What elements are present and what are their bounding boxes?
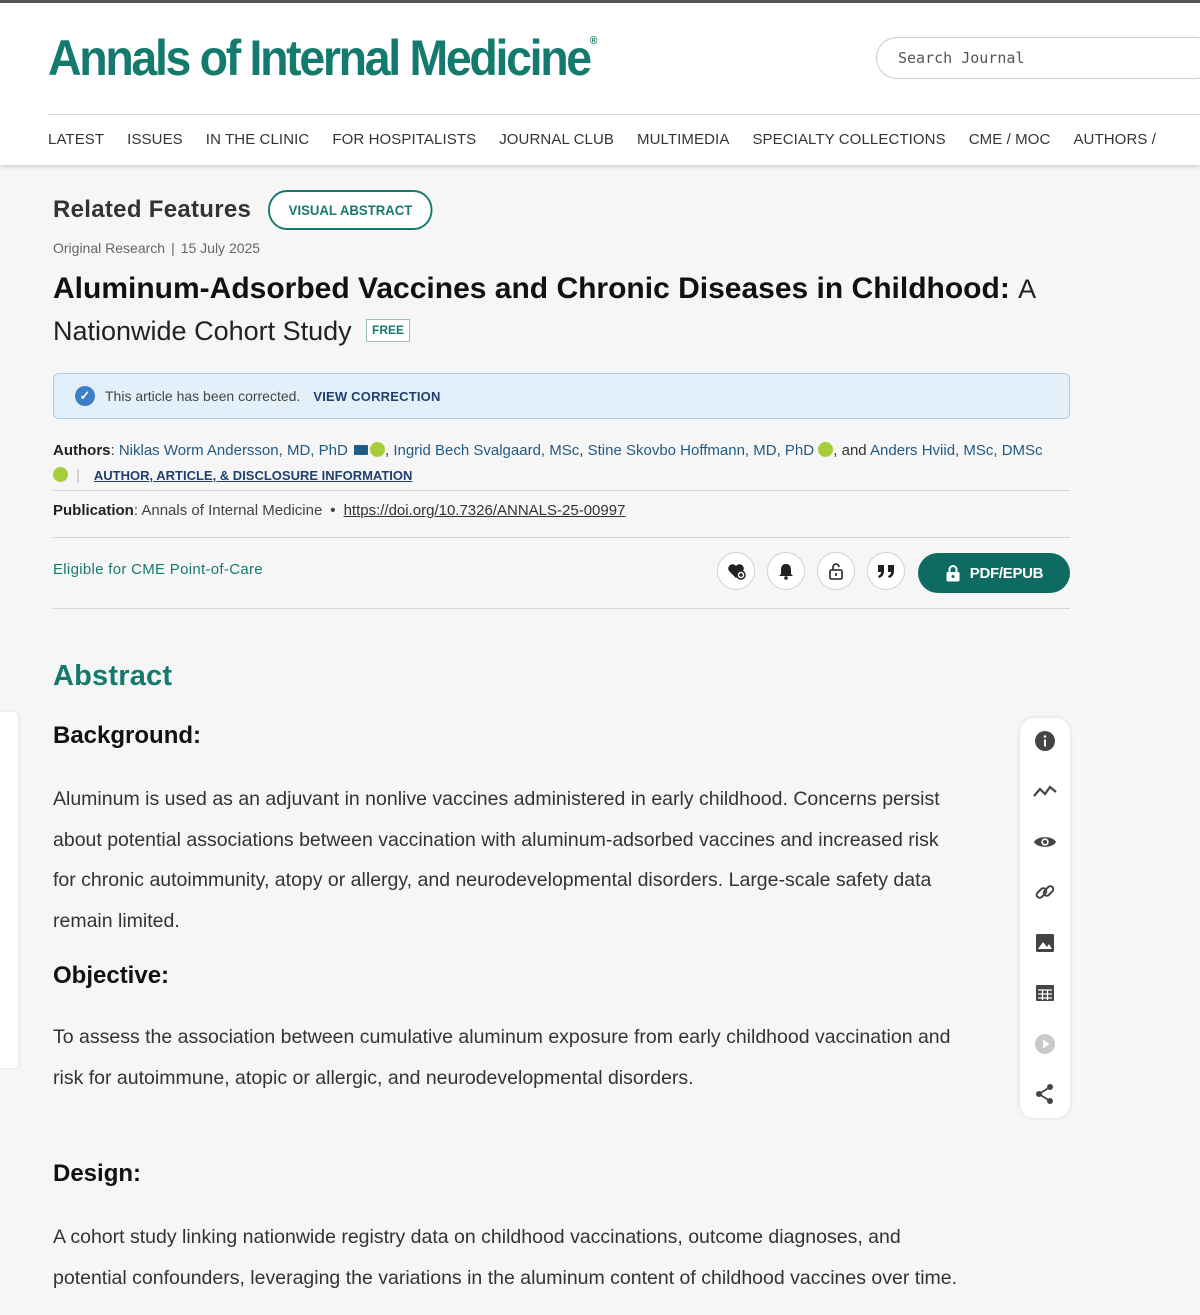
design-heading: Design: bbox=[53, 1160, 142, 1187]
site-header bbox=[0, 3, 1200, 165]
heart-plus-icon bbox=[726, 561, 746, 581]
cite-button[interactable] bbox=[867, 552, 905, 590]
author-link[interactable]: Anders Hviid, MSc, DMSc bbox=[870, 442, 1043, 459]
orcid-icon[interactable] bbox=[53, 467, 68, 482]
link-icon bbox=[1034, 881, 1056, 903]
related-features-title: Related Features bbox=[53, 196, 252, 223]
author-info-link[interactable]: AUTHOR, ARTICLE, & DISCLOSURE INFORMATION bbox=[93, 468, 413, 483]
authors-label: Authors bbox=[53, 442, 111, 459]
publication-name: Annals of Internal Medicine bbox=[141, 502, 323, 519]
media-button[interactable] bbox=[1033, 1032, 1057, 1056]
article-date: 15 July 2025 bbox=[180, 240, 261, 256]
access-button[interactable] bbox=[817, 552, 855, 590]
share-icon bbox=[1035, 1083, 1055, 1105]
quote-icon bbox=[876, 563, 896, 579]
image-icon bbox=[1035, 933, 1055, 953]
nav-for-hospitalists[interactable]: FOR HOSPITALISTS bbox=[332, 131, 477, 148]
table-icon bbox=[1035, 983, 1055, 1003]
article-title-sub: A Nationwide Cohort Study bbox=[53, 274, 1035, 346]
metrics-button[interactable] bbox=[1033, 779, 1057, 803]
publication-info: Publication: Annals of Internal Medicine • https://doi.org/10.7326/ANNALS-25-00997 bbox=[53, 502, 626, 519]
lock-icon bbox=[945, 564, 961, 582]
nav-cme-moc[interactable]: CME / MOC bbox=[968, 131, 1051, 148]
info-button[interactable] bbox=[1033, 729, 1057, 753]
bullet: • bbox=[330, 502, 336, 519]
nav-multimedia[interactable]: MULTIMEDIA bbox=[637, 131, 730, 148]
view-correction-link[interactable]: VIEW CORRECTION bbox=[313, 388, 441, 404]
nav-authors[interactable]: AUTHORS / bbox=[1073, 131, 1157, 148]
background-heading: Background: bbox=[53, 722, 202, 749]
orcid-icon[interactable] bbox=[370, 442, 385, 457]
cme-eligibility-link[interactable]: Eligible for CME Point-of-Care bbox=[53, 561, 263, 578]
divider bbox=[53, 537, 1070, 538]
search-input[interactable] bbox=[877, 38, 1198, 78]
pdf-epub-button[interactable] bbox=[918, 553, 1070, 593]
share-button[interactable] bbox=[1033, 1082, 1057, 1106]
journal-logo[interactable]: Annals of Internal Medicine® bbox=[48, 30, 598, 86]
tables-button[interactable] bbox=[1033, 981, 1057, 1005]
correction-text: This article has been corrected. bbox=[105, 388, 301, 404]
author-link[interactable]: Niklas Worm Andersson, MD, PhD bbox=[118, 442, 348, 459]
separator: | bbox=[76, 467, 80, 484]
meta-separator: | bbox=[171, 240, 175, 256]
article-title-main: Aluminum-Adsorbed Vaccines and Chronic Diseases in Childhood: bbox=[53, 272, 1010, 305]
left-side-tab[interactable] bbox=[0, 712, 18, 1068]
favorite-button[interactable] bbox=[717, 552, 755, 590]
publication-label: Publication bbox=[53, 502, 134, 519]
doi-link[interactable]: https://doi.org/10.7326/ANNALS-25-00997 bbox=[343, 502, 626, 519]
nav-journal-club[interactable]: JOURNAL CLUB bbox=[499, 131, 615, 148]
objective-text: To assess the association between cumulative aluminum exposure from early childhood vaccination and risk for autoimmune, atopic or allergic, and neurodevelopmental disorders. bbox=[53, 1026, 951, 1089]
link-button[interactable] bbox=[1033, 880, 1057, 904]
search-box[interactable] bbox=[876, 37, 1200, 79]
nav-latest[interactable]: LATEST bbox=[48, 131, 105, 148]
play-icon bbox=[1034, 1033, 1056, 1055]
objective-heading: Objective: bbox=[53, 962, 170, 989]
free-badge: FREE bbox=[366, 319, 410, 342]
info-icon bbox=[1034, 730, 1056, 752]
pdf-epub-label: PDF/EPUB bbox=[969, 564, 1044, 582]
correction-notice bbox=[53, 373, 1070, 419]
article-meta bbox=[53, 240, 260, 256]
article-title bbox=[53, 268, 1053, 352]
figures-button[interactable] bbox=[1033, 931, 1057, 955]
author-link[interactable]: Ingrid Bech Svalgaard, MSc bbox=[393, 442, 580, 459]
alert-button[interactable] bbox=[767, 552, 805, 590]
nav-issues[interactable]: ISSUES bbox=[127, 131, 183, 148]
background-text: Aluminum is used as an adjuvant in nonlive vaccines administered in early childhood. Concerns persist about potential associations between vaccination with aluminum-adsorbed vaccines and increased risk for chronic autoimmunity, atopy or allergy, and neurodevelopmental disorders. Large-scale safety data remain limited. bbox=[53, 788, 940, 932]
authors-block: Authors: Niklas Worm Andersson, MD, PhD , Ingrid Bech Svalgaard, MSc, Stine Skovbo Hoffmann, MD, PhD , and Anders Hviid, MSc, DMSc | AUTHOR, ARTICLE, & DISCLOSURE INFORMATION bbox=[53, 442, 1043, 484]
unlock-icon bbox=[827, 562, 845, 580]
mail-icon[interactable] bbox=[354, 445, 368, 455]
related-features bbox=[53, 190, 444, 230]
bell-icon bbox=[777, 562, 795, 580]
article-type: Original Research bbox=[53, 240, 166, 256]
divider bbox=[53, 490, 1070, 491]
eye-icon bbox=[1033, 833, 1057, 851]
design-text: A cohort study linking nationwide registry data on childhood vaccinations, outcome diagnoses, and potential confounders, leveraging the variations in the aluminum content of childhood vaccines over time. bbox=[53, 1226, 958, 1289]
nav-in-the-clinic[interactable]: IN THE CLINIC bbox=[205, 131, 310, 148]
metrics-icon bbox=[1033, 783, 1057, 799]
view-button[interactable] bbox=[1033, 830, 1057, 854]
nav-divider bbox=[48, 114, 1200, 115]
orcid-icon[interactable] bbox=[818, 442, 833, 457]
nav-specialty-collections[interactable]: SPECIALTY COLLECTIONS bbox=[752, 131, 946, 148]
authors-and: and bbox=[841, 442, 867, 459]
side-toolbar bbox=[1020, 718, 1070, 1118]
divider bbox=[53, 608, 1070, 609]
main-nav bbox=[48, 131, 1200, 155]
author-link[interactable]: Stine Skovbo Hoffmann, MD, PhD bbox=[587, 442, 815, 459]
abstract-heading: Abstract bbox=[53, 660, 173, 692]
check-circle-icon: ✓ bbox=[75, 386, 95, 406]
visual-abstract-button[interactable]: VISUAL ABSTRACT bbox=[268, 190, 433, 230]
